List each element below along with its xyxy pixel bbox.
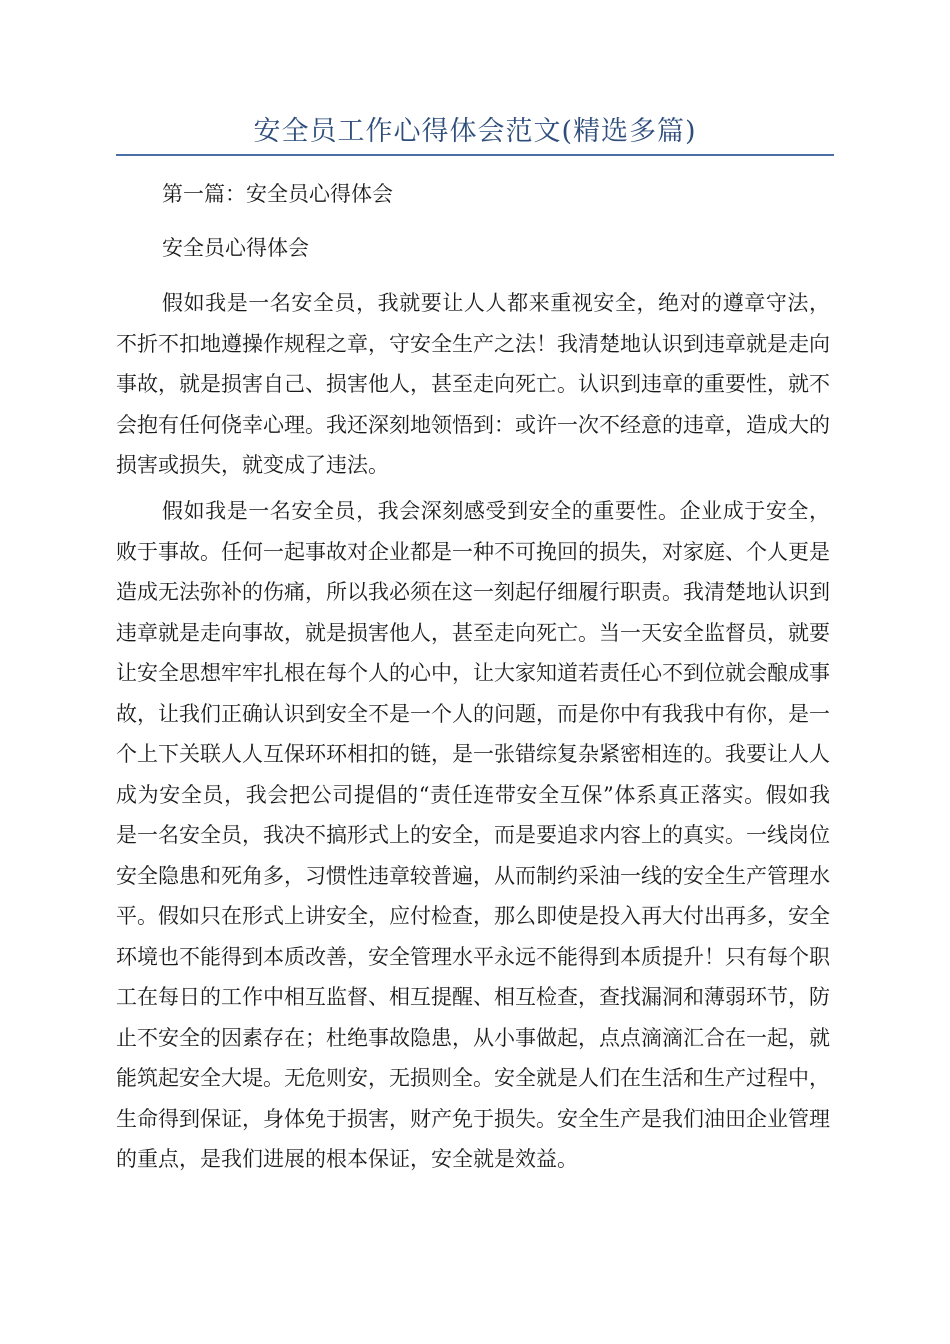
document-title: 安全员工作心得体会范文(精选多篇) [253,116,697,147]
section-subheading: 安全员心得体会 [162,236,309,260]
body-paragraph: 假如我是一名安全员，我就要让人人都来重视安全，绝对的遵章守法，不折不扣地遵操作规程之章，守安全生产之法！我清楚地认识到违章就是走向事故，就是损害自己、损害他人，甚至走向死亡。认识到违章的重要性，就不会抱有任何侥幸心理。我还深刻地领悟到：或许一次不经意的违章，造成大的损害或损失，就变成了违法。 [116,291,830,477]
body-paragraph: 假如我是一名安全员，我会深刻感受到安全的重要性。企业成于安全，败于事故。任何一起事故对企业都是一种不可挽回的损失，对家庭、个人更是造成无法弥补的伤痛，所以我必须在这一刻起仔细履行职责。我清楚地认识到违章就是走向事故，就是损害他人，甚至走向死亡。当一天安全监督员，就要让安全思想牢牢扎根在每个人的心中，让大家知道若责任心不到位就会酿成事故，让我们正确认识到安全不是一个人的问题，而是你中有我我中有你，是一个上下关联人人互保环环相扣的链，是一张错综复杂紧密相连的。我要让人人成为安全员，我会把公司提倡的“责任连带安全互保”体系真正落实。假如我是一名安全员，我决不搞形式上的安全，而是要追求内容上的真实。一线岗位安全隐患和死角多，习惯性违章较普遍，从而制约采油一线的安全生产管理水平。假如只在形式上讲安全，应付检查，那么即使是投入再大付出再多，安全环境也不能得到本质改善，安全管理水平永远不能得到本质提升！只有每个职工在每日的工作中相互监督、相互提醒、相互检查，查找漏洞和薄弱环节，防止不安全的因素存在；杜绝事故隐患，从小事做起，点点滴滴汇合在一起，就能筑起安全大堤。无危则安，无损则全。安全就是人们在生活和生产过程中，生命得到保证，身体免于损害，财产免于损失。安全生产是我们油田企业管理的重点，是我们进展的根本保证，安全就是效益。 [116,499,830,1171]
title-underline [116,154,834,156]
section-heading: 第一篇：安全员心得体会 [162,182,393,206]
